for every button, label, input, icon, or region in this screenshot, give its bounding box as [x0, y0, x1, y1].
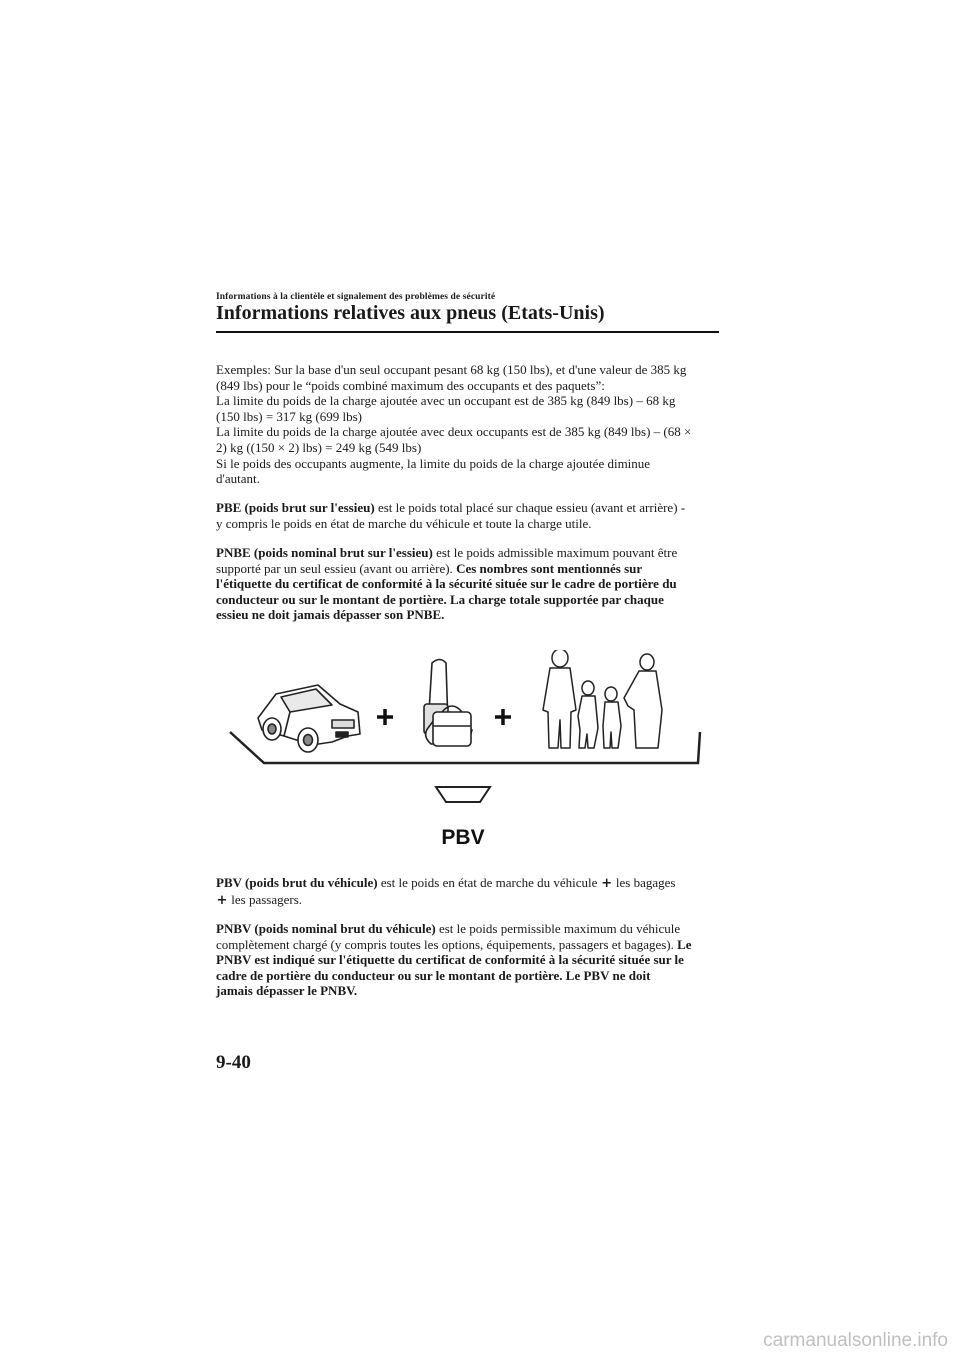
pbv-term: PBV (poids brut du véhicule)	[216, 875, 378, 890]
title-rule	[216, 331, 719, 333]
pnbe-bold-text: Ces nombres sont mentionnés sur	[456, 560, 643, 576]
examples-line: 2) kg ((150 × 2) lbs) = 249 kg (549 lbs)	[216, 439, 422, 455]
pbv-illustration	[228, 650, 720, 856]
pnbv-term: PNBV (poids nominal brut du véhicule)	[216, 921, 436, 936]
pbe-text: est le poids total placé sur chaque essieu (avant et arrière) -	[374, 500, 686, 515]
plus-icon	[495, 709, 511, 725]
pnbe-bold-text: conducteur ou sur le montant de portière. La charge totale supportée par chaque	[216, 591, 664, 607]
examples-line: (150 lbs) = 317 kg (699 lbs)	[216, 408, 362, 424]
luggage-icon	[424, 660, 472, 747]
plus-icon: +	[601, 876, 613, 891]
pbe-text: y compris le poids en état de marche du véhicule et toute la charge utile.	[216, 515, 592, 531]
pnbv-bold-text: cadre de portière du conducteur ou sur le montant de portière. Le PBV ne doit	[216, 967, 651, 983]
page-number: 9-40	[216, 1052, 251, 1073]
examples-line: La limite du poids de la charge ajoutée avec un occupant est de 385 kg (849 lbs) – 68 kg	[216, 393, 676, 409]
plus-icon	[377, 709, 393, 725]
examples-paragraph	[216, 362, 720, 487]
pbv-text: est le poids en état de marche du véhicule	[377, 875, 601, 890]
examples-line: La limite du poids de la charge ajoutée avec deux occupants est de 385 kg (849 lbs) – (68 ×	[216, 424, 692, 440]
pbv-text: les bagages	[612, 875, 676, 890]
pbe-paragraph	[216, 500, 720, 531]
examples-line: (849 lbs) pour le “poids combiné maximum des occupants et des paquets”:	[216, 377, 605, 393]
pnbe-paragraph	[216, 545, 720, 623]
plus-icon: +	[216, 892, 228, 908]
pnbv-paragraph	[216, 921, 720, 999]
car-icon	[258, 685, 360, 752]
pnbv-text: est le poids permissible maximum du véhicule	[435, 921, 681, 936]
pbv-paragraph	[216, 875, 720, 908]
pbe-term: PBE (poids brut sur l'essieu)	[216, 500, 375, 515]
pnbv-bold-text: PNBV est indiqué sur l'étiquette du certificat de conformité à la sécurité située sur le	[216, 952, 684, 968]
pbv-text: les passagers.	[228, 891, 303, 907]
section-label: Informations à la clientèle et signalement des problèmes de sécurité	[216, 292, 496, 302]
pnbv-bold-text: Le	[677, 936, 692, 952]
pnbe-term: PNBE (poids nominal brut sur l'essieu)	[216, 545, 433, 560]
pnbv-bold-text: jamais dépasser le PNBV.	[216, 983, 358, 999]
examples-line: Exemples: Sur la base d'un seul occupant pesant 68 kg (150 lbs), et d'une valeur de 385 kg	[216, 362, 687, 377]
pnbv-text: complètement chargé (y compris toutes les options, équipements, passagers et bagages).	[216, 936, 678, 952]
watermark: carmanualsonline.info	[763, 1330, 948, 1351]
examples-line: d'autant.	[216, 471, 260, 487]
passengers-icon	[543, 650, 662, 748]
pnbe-text: est le poids admissible maximum pouvant être	[432, 545, 678, 560]
pnbe-bold-text: essieu ne doit jamais dépasser son PNBE.	[216, 607, 445, 623]
pnbe-text: supporté par un seul essieu (avant ou arrière).	[216, 560, 457, 576]
down-arrow-icon	[436, 787, 490, 802]
pnbe-bold-text: l'étiquette du certificat de conformité à la sécurité située sur le cadre de portière du	[216, 576, 677, 592]
page-title: Informations relatives aux pneus (Etats-Unis)	[216, 302, 605, 324]
examples-line: Si le poids des occupants augmente, la limite du poids de la charge ajoutée diminue	[216, 455, 651, 471]
pbv-label: PBV	[441, 826, 485, 849]
